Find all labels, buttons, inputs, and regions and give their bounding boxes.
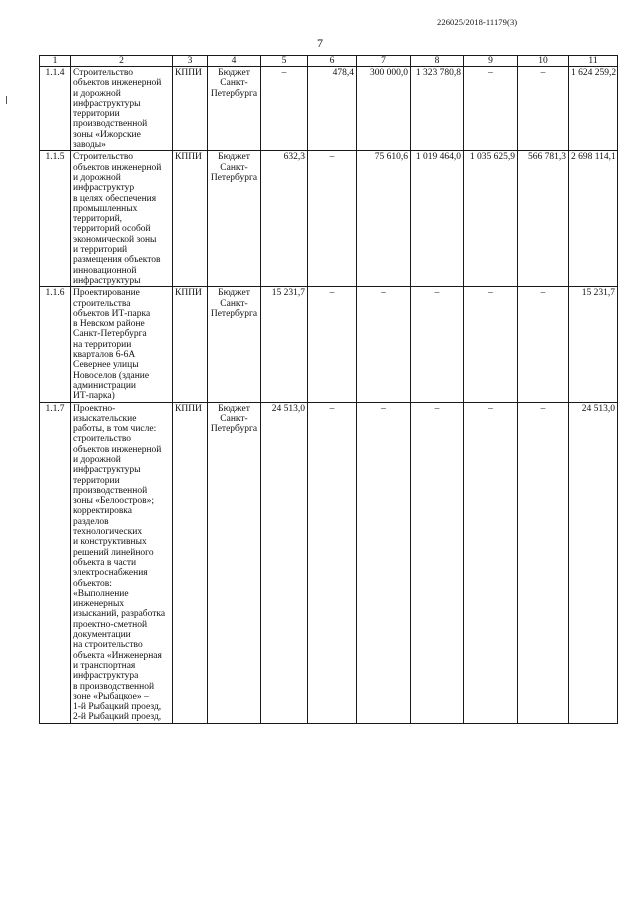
value-col6: – [308, 287, 357, 402]
column-header: 9 [464, 56, 518, 67]
column-header: 7 [357, 56, 411, 67]
value-col5: 632,3 [261, 151, 308, 287]
table-row [40, 287, 618, 402]
value-col8: – [411, 402, 464, 723]
value-col11: 1 624 259,2 [569, 67, 618, 151]
value-col11: 2 698 114,1 [569, 151, 618, 287]
table-row [40, 151, 618, 287]
value-col5: 15 231,7 [261, 287, 308, 402]
funding-source: Бюджет Санкт- Петербурга [210, 152, 258, 183]
value-col9: 1 035 625,9 [464, 151, 518, 287]
funding-source: Бюджет Санкт- Петербурга [210, 68, 258, 99]
row-number: 1.1.7 [40, 402, 71, 723]
value-col8: – [411, 287, 464, 402]
header-row [40, 56, 618, 67]
value-col8: 1 019 464,0 [411, 151, 464, 287]
funding-source: Бюджет Санкт- Петербурга [210, 288, 258, 319]
value-col10: – [518, 67, 569, 151]
customer: КППИ [173, 402, 208, 723]
table-row [40, 67, 618, 151]
customer: КППИ [173, 67, 208, 151]
margin-mark [6, 96, 7, 104]
value-col9: – [464, 287, 518, 402]
value-col8: 1 323 780,8 [411, 67, 464, 151]
value-col7: – [357, 402, 411, 723]
row-number: 1.1.6 [40, 287, 71, 402]
value-col11: 15 231,7 [569, 287, 618, 402]
value-col7: 75 610,6 [357, 151, 411, 287]
column-header: 5 [261, 56, 308, 67]
value-col6: – [308, 402, 357, 723]
value-col10: 566 781,3 [518, 151, 569, 287]
value-col7: – [357, 287, 411, 402]
document-id: 226025/2018-11179(3) [437, 17, 518, 27]
column-header: 3 [173, 56, 208, 67]
value-col9: – [464, 67, 518, 151]
column-header: 6 [308, 56, 357, 67]
budget-table [39, 55, 618, 724]
column-header: 8 [411, 56, 464, 67]
column-header: 1 [40, 56, 71, 67]
work-name: Строительство объектов инженерной и дорожной инфраструктуры территории производственной зоны «Ижорские заводы» [71, 67, 173, 151]
work-name: Строительство объектов инженерной и дорожной инфраструктур в целях обеспечения промышленных территорий, территорий особой экономической зоны и территорий размещения объектов инновационной инфраструктуры [71, 151, 173, 287]
customer: КППИ [173, 151, 208, 287]
work-name: Проектно- изыскательские работы, в том числе: строительство объектов инженерной и дорожной инфраструктуры территории производственной зоны «Белоостров»; корректировка разделов технологических и конструктивных решений линейного объекта в части электроснабжения объектов: «Выполнение инженерных изысканий, разработка проектно-сметной документации на строительство объекта «Инженерная и транспортная инфраструктура в производственной зоне «Рыбацкое» – 1-й Рыбацкий проезд, 2-й Рыбацкий проезд, [71, 402, 173, 723]
customer: КППИ [173, 287, 208, 402]
column-header: 4 [208, 56, 261, 67]
column-header: 11 [569, 56, 618, 67]
value-col9: – [464, 402, 518, 723]
page-number: 7 [317, 36, 323, 50]
value-col7: 300 000,0 [357, 67, 411, 151]
work-name: Проектирование строительства объектов ИТ-парка в Невском районе Санкт-Петербурга на территории кварталов 6-6А Севернее улицы Новоселов (здание администрации ИТ-парка) [71, 287, 173, 402]
funding-source: Бюджет Санкт- Петербурга [210, 403, 258, 435]
row-number: 1.1.4 [40, 67, 71, 151]
value-col10: – [518, 402, 569, 723]
row-number: 1.1.5 [40, 151, 71, 287]
column-header: 10 [518, 56, 569, 67]
value-col6: 478,4 [308, 67, 357, 151]
table-row [40, 402, 618, 723]
value-col5: 24 513,0 [261, 402, 308, 723]
value-col10: – [518, 287, 569, 402]
value-col11: 24 513,0 [569, 402, 618, 723]
column-header: 2 [71, 56, 173, 67]
value-col5: – [261, 67, 308, 151]
value-col6: – [308, 151, 357, 287]
